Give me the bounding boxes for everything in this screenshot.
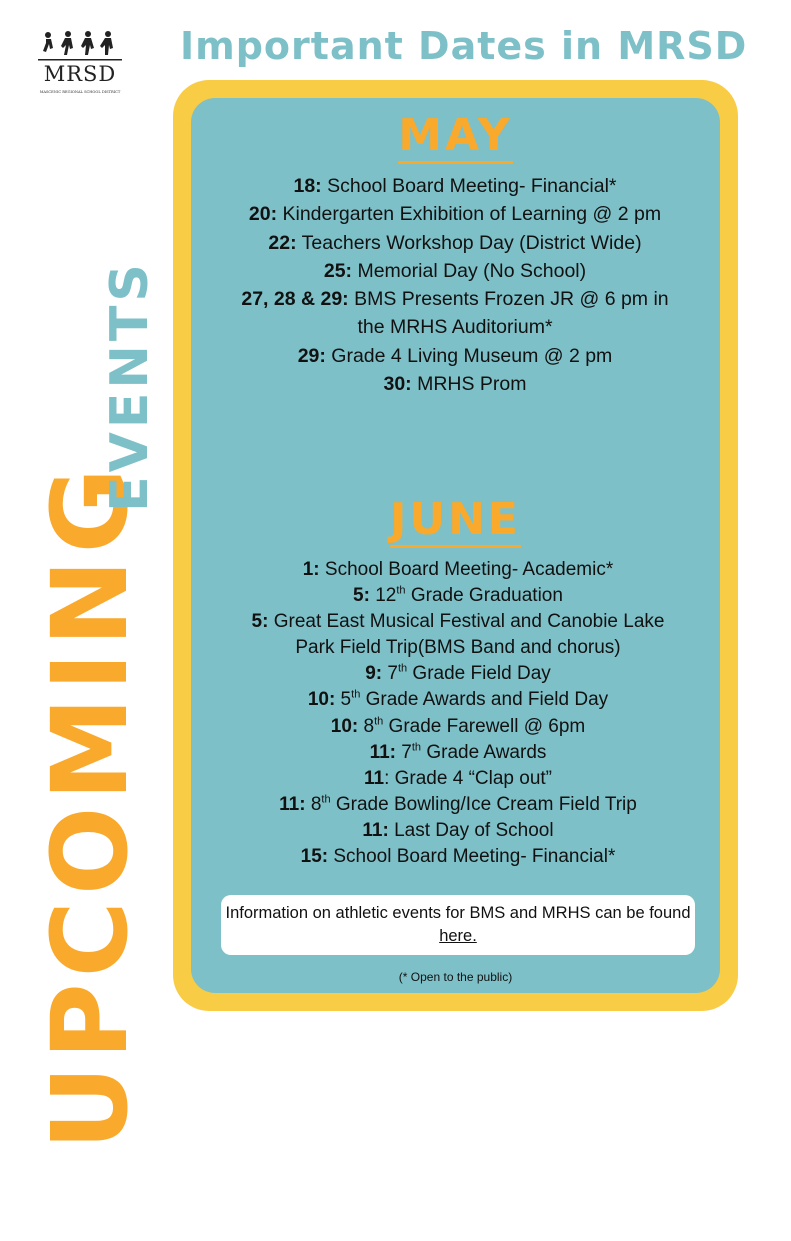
event-date: 18: <box>293 175 322 197</box>
june-event-item <box>245 844 671 870</box>
event-text: 5 <box>335 689 352 711</box>
walking-figures-icon <box>38 30 122 62</box>
events-word: EVENTS <box>100 260 160 512</box>
event-date: 22: <box>268 231 297 254</box>
ordinal-suffix: th <box>411 741 422 754</box>
event-text: School Board Meeting- Academic* <box>319 559 614 580</box>
may-event-item <box>240 200 670 228</box>
june-event-item <box>245 714 671 740</box>
ordinal-suffix: th <box>374 715 384 728</box>
event-text: Last Day of School <box>388 819 554 841</box>
athletics-link[interactable]: here. <box>439 927 477 945</box>
event-text: Teachers Workshop Day (District Wide) <box>296 231 642 254</box>
may-event-item <box>240 342 670 370</box>
june-event-item <box>245 792 671 818</box>
event-text-cont: Grade Farewell @ 6pm <box>383 715 586 737</box>
event-date: 10: <box>330 715 359 737</box>
mrsd-logo <box>36 30 124 100</box>
june-event-item <box>245 766 671 792</box>
upcoming-word: UPCOMING <box>29 462 151 1150</box>
ordinal-suffix: th <box>396 584 406 597</box>
event-date: 9: <box>365 663 383 685</box>
event-text-cont: Grade Field Day <box>407 663 551 685</box>
event-text: Kindergarten Exhibition of Learning @ 2 pm <box>277 203 662 226</box>
event-date: 1: <box>302 559 320 580</box>
page-title: Important Dates in MRSD <box>180 24 748 68</box>
event-date: 5: <box>251 611 269 633</box>
may-event-item <box>240 285 670 342</box>
event-date: 11: <box>362 819 389 841</box>
event-date: 11 <box>363 767 385 789</box>
event-date: 15: <box>300 846 329 868</box>
event-text-cont: Grade Bowling/Ice Cream Field Trip <box>330 793 637 815</box>
logo-text: MRSD <box>43 62 117 86</box>
side-banner <box>5 120 175 1150</box>
event-date: 5: <box>353 585 370 607</box>
event-text: School Board Meeting- Financial* <box>321 175 617 197</box>
event-text: 7 <box>382 663 398 685</box>
event-text: 8 <box>305 793 322 815</box>
event-date: 30: <box>383 373 412 396</box>
logo-subtitle: MASCENIC REGIONAL SCHOOL DISTRICT <box>39 90 121 94</box>
ordinal-suffix: th <box>321 793 331 806</box>
event-text: 12 <box>369 585 397 607</box>
event-text-cont: Grade Awards and Field Day <box>360 689 609 711</box>
june-event-item <box>245 661 671 687</box>
event-date: 11: <box>369 741 397 763</box>
june-event-item <box>245 557 671 583</box>
athletics-info-text: Information on athletic events for BMS and MRHS can be found <box>225 904 691 922</box>
event-text-cont: Grade Awards <box>421 741 547 763</box>
event-date: 27, 28 & 29: <box>241 288 349 311</box>
event-text: : Grade 4 “Clap out” <box>384 767 552 789</box>
athletics-info-box <box>221 895 695 955</box>
may-event-item <box>240 257 670 285</box>
event-date: 20: <box>248 203 278 226</box>
event-date: 29: <box>297 344 326 367</box>
may-heading: MAY <box>191 110 720 161</box>
event-text: Memorial Day (No School) <box>352 259 587 282</box>
june-event-item <box>245 818 671 844</box>
may-event-item <box>240 370 670 398</box>
public-note: (* Open to the public) <box>398 970 513 984</box>
ordinal-suffix: th <box>397 663 408 676</box>
event-text: School Board Meeting- Financial* <box>328 846 616 868</box>
event-text: Grade 4 Living Museum @ 2 pm <box>325 344 613 367</box>
event-text: 8 <box>358 715 375 737</box>
june-event-item <box>245 583 671 609</box>
june-heading: JUNE <box>191 494 720 545</box>
june-event-item <box>245 609 671 661</box>
event-date: 11: <box>279 793 306 815</box>
june-event-item <box>245 687 671 713</box>
event-text: Great East Musical Festival and Canobie Lake Park Field Trip(BMS Band and chorus) <box>268 611 665 659</box>
june-event-item <box>245 740 671 766</box>
ordinal-suffix: th <box>351 689 361 702</box>
may-event-item <box>240 172 670 200</box>
event-text: BMS Presents Frozen JR @ 6 pm in the MRHS Auditorium* <box>348 288 669 339</box>
may-event-item <box>240 229 670 257</box>
event-text: 7 <box>396 741 412 763</box>
event-text-cont: Grade Graduation <box>405 585 563 607</box>
event-date: 25: <box>323 259 353 282</box>
may-events-list <box>240 172 670 398</box>
event-text: MRHS Prom <box>411 373 527 396</box>
event-date: 10: <box>307 689 336 711</box>
june-events-list <box>245 557 671 870</box>
